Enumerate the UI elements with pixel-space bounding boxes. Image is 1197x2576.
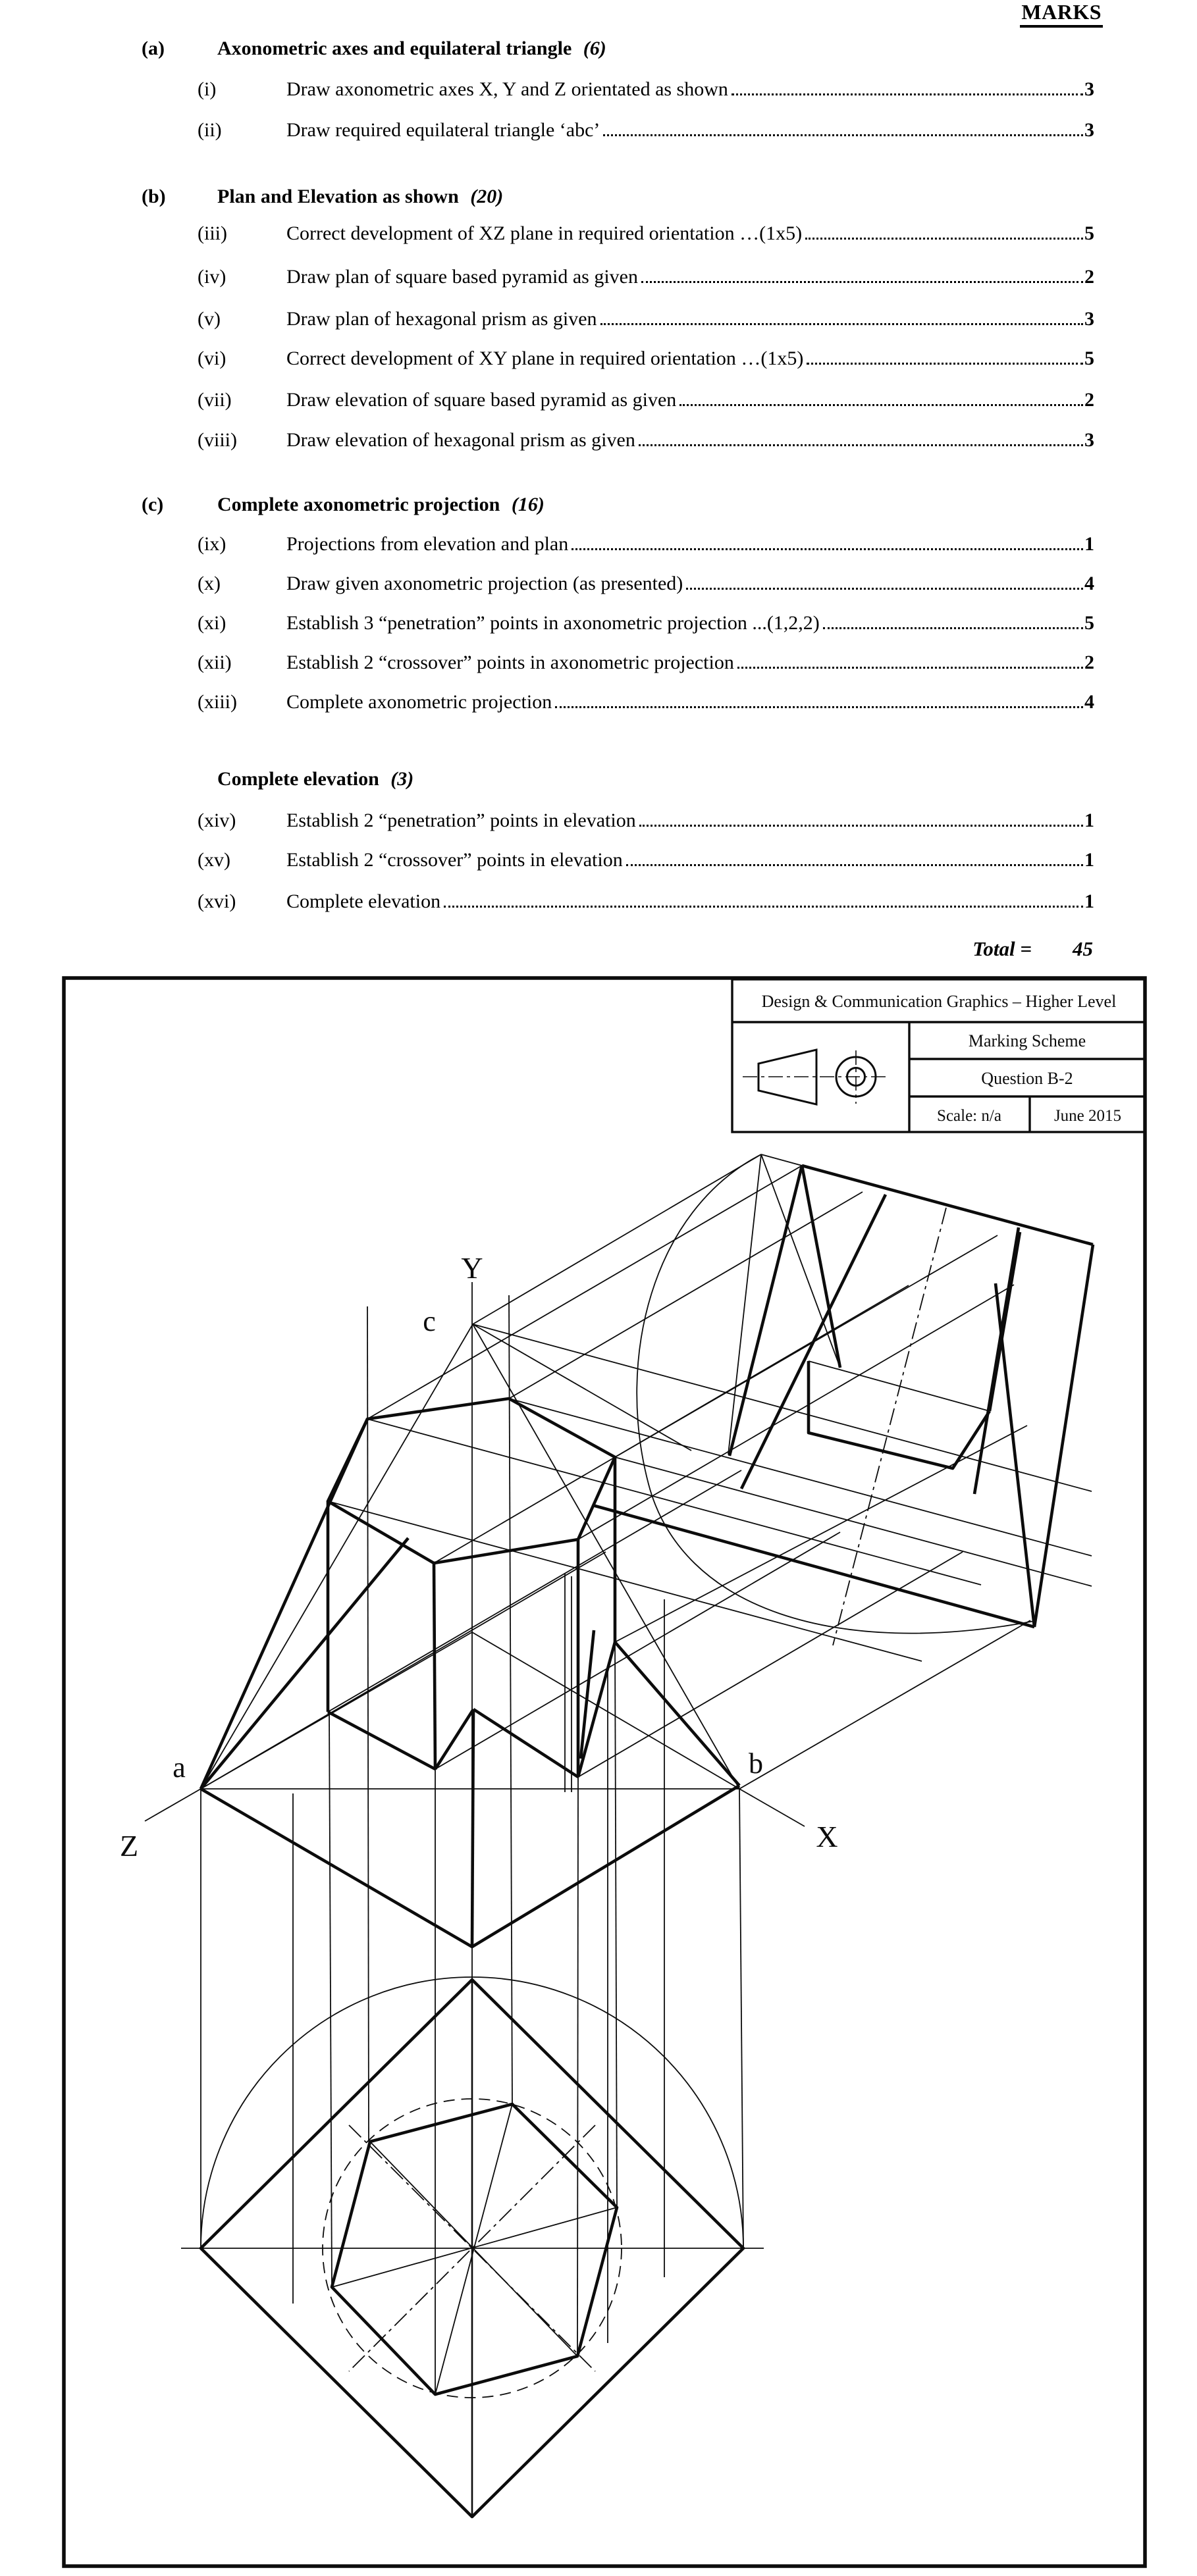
item-text: Establish 2 “penetration” points in elevation: [286, 810, 636, 831]
item-number: (xiii): [198, 691, 237, 713]
item-text: Draw elevation of square based pyramid as given: [286, 389, 677, 411]
item-number: (vi): [198, 348, 226, 369]
point-c-label: c: [423, 1305, 436, 1337]
title-doc-type: Marking Scheme: [968, 1031, 1086, 1050]
fold-line-v: [201, 1786, 739, 1947]
section-letter: (c): [142, 494, 164, 515]
section-title: Axonometric axes and equilateral triangle (6): [217, 38, 606, 59]
item-marks: 4: [1084, 691, 1094, 713]
item-marks: 2: [1084, 652, 1094, 673]
item-text: Draw required equilateral triangle ‘abc’: [286, 119, 600, 141]
point-b-label: b: [749, 1747, 763, 1780]
prism-notch: [809, 1361, 990, 1468]
item-number: (xv): [198, 849, 230, 871]
item-text: Correct development of XZ plane in required orientation …(1x5): [286, 222, 803, 244]
item-text: Establish 2 “crossover” points in elevation: [286, 849, 623, 871]
item-text: Complete elevation: [286, 890, 441, 912]
item-marks: 1: [1084, 533, 1094, 555]
item-marks: 2: [1084, 389, 1094, 411]
item-marks: 3: [1084, 78, 1094, 100]
item-marks: 5: [1084, 222, 1094, 244]
title-date: June 2015: [1053, 1107, 1122, 1125]
item-number: (xii): [198, 652, 232, 673]
item-marks: 5: [1084, 612, 1094, 634]
marks-column-header: MARKS: [1020, 0, 1103, 28]
item-number: (iv): [198, 266, 226, 288]
item-number: (ix): [198, 533, 226, 555]
item-text: Projections from elevation and plan: [286, 533, 569, 555]
item-number: (xvi): [198, 890, 236, 912]
title-question: Question B-2: [981, 1069, 1073, 1088]
z-axis-label: Z: [119, 1829, 139, 1863]
item-marks: 3: [1084, 308, 1094, 330]
item-number: (viii): [198, 429, 237, 451]
construction-lines: [145, 1154, 1092, 2517]
total-label: Total =: [972, 937, 1032, 960]
item-number: (ii): [198, 119, 222, 141]
item-number: (x): [198, 573, 221, 594]
point-a-label: a: [173, 1751, 186, 1784]
y-axis-label: Y: [461, 1251, 483, 1285]
section-title: Complete elevation (3): [217, 768, 414, 790]
item-text: Draw plan of square based pyramid as given: [286, 266, 638, 288]
item-marks: 1: [1084, 890, 1094, 912]
item-text: Draw elevation of hexagonal prism as given: [286, 429, 635, 451]
item-number: (xiv): [198, 810, 236, 831]
item-text: Draw given axonometric projection (as presented): [286, 573, 683, 594]
item-marks: 1: [1084, 810, 1094, 831]
section-total: (20): [470, 186, 504, 207]
item-text: Correct development of XY plane in required orientation …(1x5): [286, 348, 804, 369]
title-scale: Scale: n/a: [937, 1107, 1001, 1125]
item-number: (iii): [198, 222, 227, 244]
item-marks: 3: [1084, 429, 1094, 451]
first-angle-projection-icon: [743, 1050, 889, 1104]
section-total: (6): [583, 38, 606, 59]
object-outlines: [201, 1166, 1093, 2517]
total-value: 45: [1073, 937, 1093, 960]
item-marks: 2: [1084, 266, 1094, 288]
item-number: (i): [198, 78, 217, 100]
item-marks: 1: [1084, 849, 1094, 871]
section-total: (3): [390, 768, 414, 790]
x-axis-label: X: [816, 1820, 838, 1853]
item-text: Draw plan of hexagonal prism as given: [286, 308, 597, 330]
section-letter: (b): [142, 186, 166, 207]
item-number: (xi): [198, 612, 226, 634]
section-title: Plan and Elevation as shown (20): [217, 186, 504, 207]
item-marks: 3: [1084, 119, 1094, 141]
item-number: (v): [198, 308, 221, 330]
item-text: Complete axonometric projection: [286, 691, 552, 713]
title-course: Design & Communication Graphics – Higher Level: [761, 992, 1117, 1011]
hex-prism-top-face: [328, 1399, 615, 1563]
item-marks: 4: [1084, 573, 1094, 594]
item-text: Establish 3 “penetration” points in axonometric projection ...(1,2,2): [286, 612, 820, 634]
section-total: (16): [511, 494, 545, 515]
section-title: Complete axonometric projection (16): [217, 494, 545, 515]
item-number: (vii): [198, 389, 232, 411]
section-letter: (a): [142, 38, 165, 59]
item-marks: 5: [1084, 348, 1094, 369]
item-text: Draw axonometric axes X, Y and Z orientated as shown: [286, 78, 728, 100]
item-text: Establish 2 “crossover” points in axonometric projection: [286, 652, 734, 673]
